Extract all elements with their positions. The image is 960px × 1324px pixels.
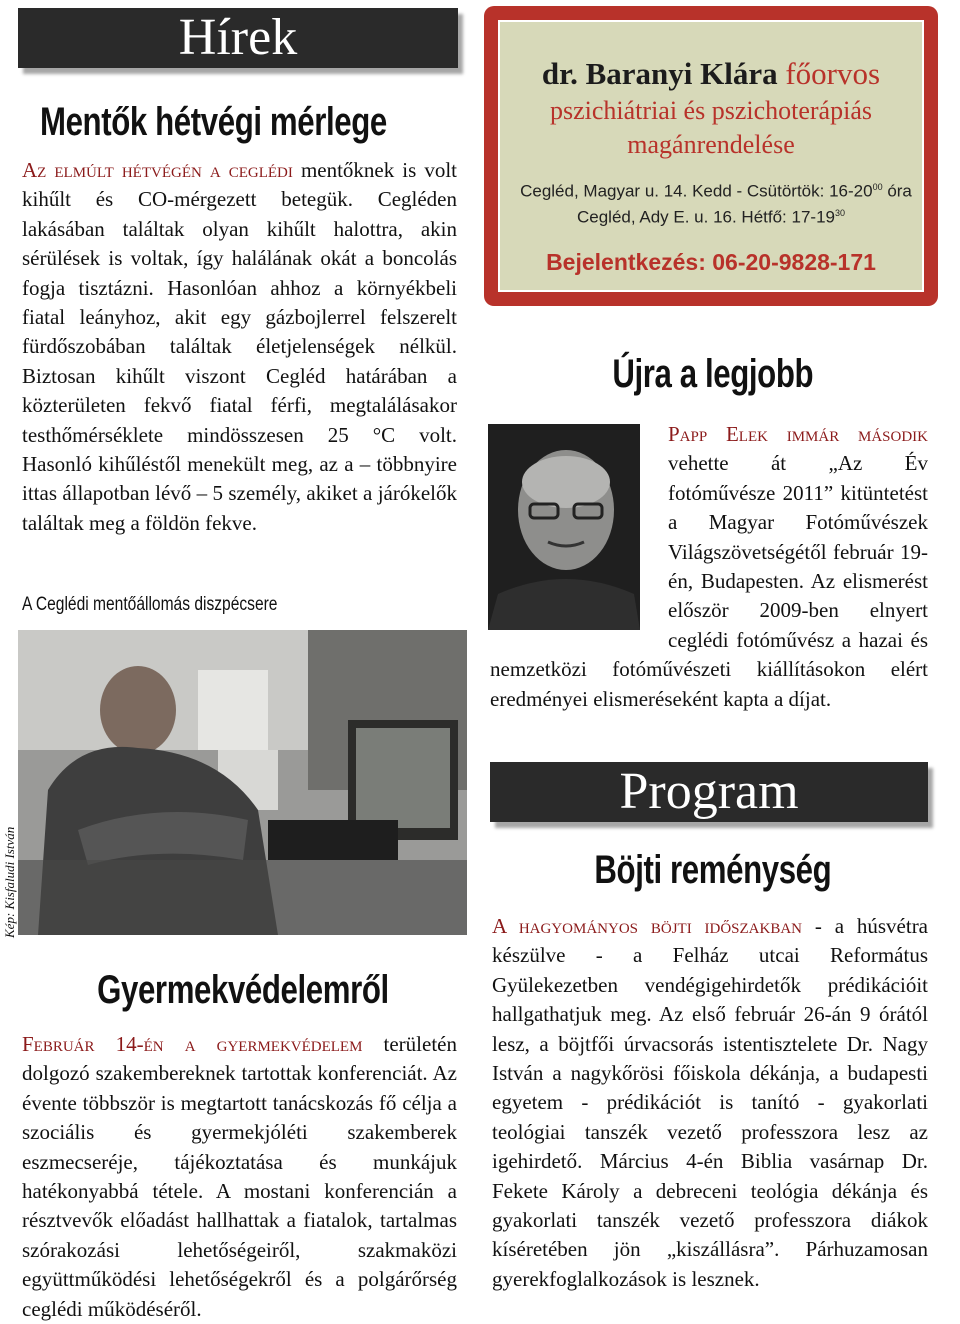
dispatcher-photo-image xyxy=(18,630,467,935)
doctor-address-1 xyxy=(516,176,916,203)
portrait-float-spacer xyxy=(490,420,668,626)
photo-credit: Kép: Kisfaludi István xyxy=(2,826,17,938)
gyermek-body: területén dolgozó szakembereknek tartottak konferenciát. Az évente többször is megtartott tanácskozás fő célja a szociális és gyermekjóléti szakemberek eszmecseréje, tájékoztatása és munkájuk hatékonyabbá tétele. A mostani konferencián a résztvevők előadást hallhattak a fiatalok, tartalmas szórakozási lehetőségeiről, szakmaközi együttműködési lehetőségekről és a polgárőrség ceglédi működéséről. xyxy=(22,1032,457,1321)
bojti-headline: Böjti reménység xyxy=(594,848,832,892)
legjobb-headline: Újra a legjobb xyxy=(612,352,814,396)
program-banner xyxy=(490,762,928,822)
legjobb-lead: Papp Elek immár második xyxy=(668,422,928,446)
bojti-article xyxy=(492,912,928,1294)
doctor-ad-inner xyxy=(498,20,924,292)
doctor-address-2-text: Cegléd, Ady E. u. 16. Hétfő: 17-19 xyxy=(576,207,835,227)
doctor-specialty: pszichiátriai és pszichoterápiás magánrendelése xyxy=(550,96,872,159)
mentok-lead: Az elmúlt hétvégén a ceglédi xyxy=(22,158,293,182)
bojti-lead: A hagyományos böjti időszakban xyxy=(492,914,803,938)
mentok-photo-caption: A Ceglédi mentőállomás diszpécsere xyxy=(22,594,278,615)
doctor-title: főorvos xyxy=(785,56,881,91)
mentok-headline: Mentők hétvégi mérlege xyxy=(40,100,387,144)
bojti-headline-wrap xyxy=(488,846,938,894)
doctor-address-2-sup: 30 xyxy=(834,208,845,218)
doctor-address-1-sup: 00 xyxy=(872,182,883,192)
doctor-name: dr. Baranyi Klára xyxy=(541,56,778,91)
doctor-ad-heading xyxy=(500,56,922,92)
doctor-address-1-text: Cegléd, Magyar u. 14. Kedd - Csütörtök: 16-20 xyxy=(520,181,873,201)
legjobb-body: vehette át „Az Év fotóművésze 2011” kitüntetést a Magyar Fotóművészek Világszövetségétől február 19-én, Budapesten. Az elismerést először 2009-ben elnyert ceglédi fotóművész a hazai és nemzetközi fotóművészeti kiállításokon elért eredményei elismeréseként kapta a díjat. xyxy=(490,451,928,711)
doctor-address-1-suffix: óra xyxy=(887,181,912,201)
doctor-phone: Bejelentkezés: 06-20-9828-171 xyxy=(546,249,876,275)
bojti-body: - a húsvétra készülve - a Felház utcai Református Gyülekezetben vendégigehirdetők prédikációit hallgathatjuk meg. Az első február 26-án 9 órától lesz, a böjtfői úrvacsorás istentisztelete Dr. Nagy István a nagykőrösi főiskola dékánja, a budapesti egyetem - prédikációt is tanító - gyakorlati teológiai tanszék vezető professzora lesz az igehirdető. Március 4-én Biblia vasárnap Dr. Fekete Károly a debreceni teológia dékánja és gyakorlati tanszék vezető professzora diákok kíséretében jön „kiszállásra”. Párhuzamosan gyerekfoglalkozások is lesznek. xyxy=(492,914,929,1291)
gyermek-lead: Február 14-én a gyermekvédelem xyxy=(22,1032,363,1056)
hirek-banner xyxy=(18,8,458,68)
program-banner-title: Program xyxy=(619,763,799,820)
mentok-body: mentőknek is volt kihűlt és CO-mérgezett betegük. Cegléden lakásában találtak olyan kihűlt halottra, akin sérülések is voltak, így halálának okát a boncolás fogja tisztázni. Hasonlóan ahhoz a környékbeli fiatal leányhoz, akit egy gázbojlerrel felszerelt fürdőszobában találtak életjelenségek nélkül. Biztosan kihűlt viszont Cegléd határában a közterületen fekvő fiatal férfi, megtalálásakor testhőmérséklete mindösszesen 25 °C volt. Hasonló kihűléstől menekült meg, az a – többnyire ittas állapotban lévő – 5 személy, akiket a járókelők találtak meg a földön fekve. xyxy=(22,158,457,535)
gyermek-headline: Gyermekvédelemről xyxy=(96,968,389,1012)
dispatcher-photo xyxy=(18,630,467,935)
legjobb-article xyxy=(490,420,928,714)
hirek-banner-title: Hírek xyxy=(178,9,298,66)
mentok-article xyxy=(22,156,457,538)
gyermek-headline-wrap xyxy=(18,966,467,1014)
gyermek-article xyxy=(22,1030,457,1324)
legjobb-headline-wrap xyxy=(488,350,938,398)
doctor-ad xyxy=(484,6,938,306)
doctor-address-2 xyxy=(500,202,922,229)
